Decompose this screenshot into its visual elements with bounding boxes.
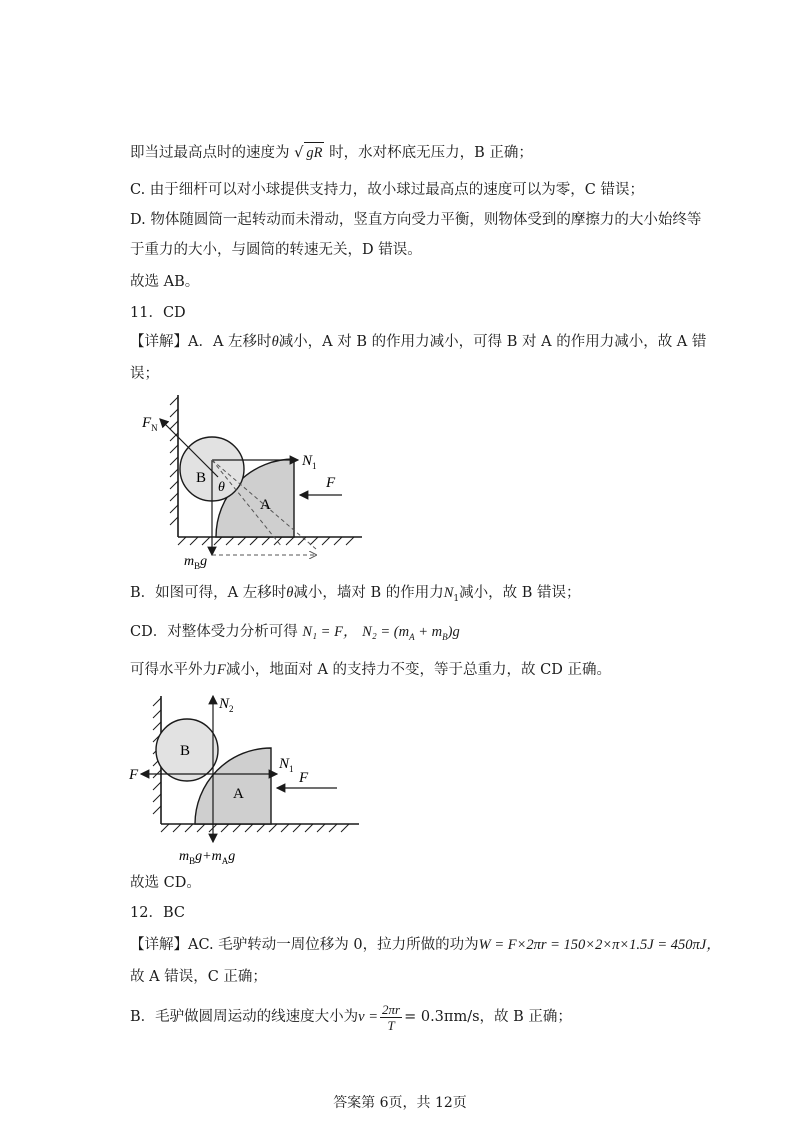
F-symbol: F <box>217 662 226 678</box>
line-5: 故选 AB。 <box>130 274 200 290</box>
label-A-2: A <box>233 786 244 802</box>
N1-subscript: 1 <box>453 593 460 604</box>
line-1 <box>130 142 533 163</box>
sqrt-symbol: √ <box>294 145 304 161</box>
equation-N1-F: N₁ = F， <box>302 624 358 640</box>
line-9-text-c: 减小，故 B 错误； <box>459 585 581 601</box>
line-1-text-a: 即当过最高点时的速度为 <box>130 145 290 161</box>
line-4: 于重力的大小，与圆筒的转速无关，D 错误。 <box>130 242 422 258</box>
label-N2: $N_2$ <box>219 696 234 714</box>
velocity-fraction: $\frac{2\pi r}{T}$ <box>382 1001 401 1033</box>
line-12: 故选 CD。 <box>130 875 201 891</box>
ground-hatch-2 <box>161 824 349 832</box>
label-F-left: F <box>129 767 139 783</box>
sqrt-gR: gR <box>304 142 324 163</box>
line-16 <box>130 1000 572 1034</box>
figure-1-force-diagram <box>130 387 390 572</box>
theta-symbol-2: θ <box>286 585 294 601</box>
label-weight: $m_Bg+m_Ag$ <box>179 849 236 866</box>
page-footer: 答案第 6页，共 12页 <box>333 1095 467 1111</box>
work-equation: W = F×2πr = 150×2×π×1.5J = 450πJ， <box>478 937 721 953</box>
line-9 <box>130 583 581 609</box>
label-B-2: B <box>180 743 191 759</box>
label-FN: $F_N$ <box>142 415 158 433</box>
ground-hatch <box>178 537 354 545</box>
line-9-text-a: B．如图可得，A 左移时 <box>130 585 287 601</box>
N1-symbol: N <box>443 585 454 601</box>
label-N1-2: $N_1$ <box>279 756 294 774</box>
figure-2-force-diagram <box>125 690 365 870</box>
line-10 <box>130 622 460 647</box>
question-11-heading: 11．CD <box>130 305 186 321</box>
label-F-right: F <box>299 770 309 786</box>
line-7 <box>130 332 706 352</box>
line-3: D. 物体随圆筒一起转动而未滑动，竖直方向受力平衡，则物体受到的摩擦力的大小始终等 <box>130 212 702 228</box>
line-8: 误； <box>130 366 159 382</box>
label-N1: $N_1$ <box>302 453 317 471</box>
label-B: B <box>196 470 207 486</box>
line-7-text-b: 减小，A 对 B 的作用力减小，可得 B 对 A 的作用力减小，故 A 错 <box>278 334 707 350</box>
question-12-heading: 12．BC <box>130 905 185 921</box>
line-1-text-b: 时，水对杯底无压力，B 正确； <box>329 145 533 161</box>
line-10-text-a: CD．对整体受力分析可得 <box>130 624 298 640</box>
line-9-text-b: 减小，墙对 B 的作用力 <box>293 585 444 601</box>
label-F: F <box>326 475 336 491</box>
line-7-text-a: 【详解】A．A 左移时 <box>130 334 272 350</box>
line-2: C. 由于细杆可以对小球提供支持力，故小球过最高点的速度可以为零，C 错误； <box>130 182 644 198</box>
label-theta: θ <box>218 480 225 495</box>
label-A: A <box>260 497 271 513</box>
v-symbol: v = <box>358 1009 379 1025</box>
line-11-text-a: 可得水平外力 <box>130 662 217 678</box>
line-16-text-a: B．毛驴做圆周运动的线速度大小为 <box>130 1009 359 1025</box>
line-15: 故 A 错误，C 正确； <box>130 969 267 985</box>
line-16-text-b: = 0.3πm/s，故 B 正确； <box>404 1009 572 1025</box>
line-14 <box>130 935 721 955</box>
theta-symbol: θ <box>271 334 279 350</box>
line-14-text-a: 【详解】AC. 毛驴转动一周位移为 0，拉力所做的功为 <box>130 937 479 953</box>
label-mBg: $m_Bg$ <box>184 554 208 571</box>
line-11 <box>130 660 611 680</box>
line-11-text-b: 减小，地面对 A 的支持力不变，等于总重力，故 CD 正确。 <box>225 662 611 678</box>
equation-N2: $N_2 = (m_A + m_B)g$ <box>362 624 460 642</box>
wall-hatch <box>170 397 178 525</box>
